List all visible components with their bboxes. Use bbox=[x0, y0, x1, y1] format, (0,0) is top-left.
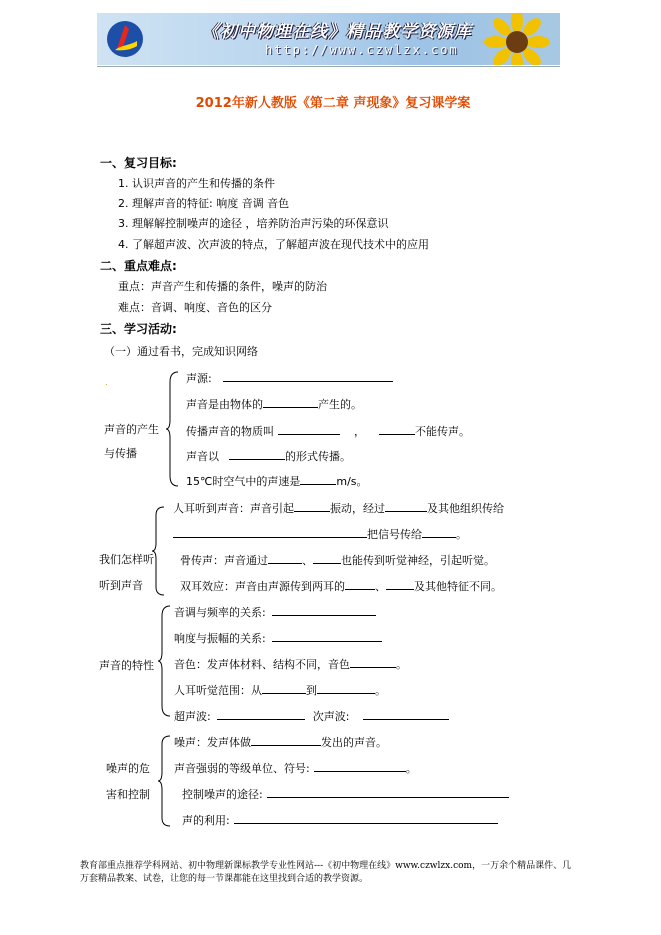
noise-control-row bbox=[182, 786, 509, 802]
range-text-c: 。 bbox=[375, 684, 386, 697]
timbre-row bbox=[174, 656, 407, 672]
decibel-text-b: 。 bbox=[405, 762, 417, 775]
medium-blank[interactable] bbox=[278, 423, 340, 435]
objective-4: 4. 了解超声波、次声波的特点，了解超声波在现代技术中的应用 bbox=[118, 238, 429, 251]
wave-row bbox=[186, 448, 351, 464]
wave-blank[interactable] bbox=[229, 448, 285, 460]
banner-url[interactable]: http://www.czwlzx.com bbox=[265, 43, 459, 57]
range-text-a: 人耳听觉范围：从 bbox=[174, 684, 262, 697]
speed-text-b: m/s。 bbox=[336, 475, 368, 488]
objective-3: 3. 理解解控制噪声的途径 ，培养防治声污染的环保意识 bbox=[118, 217, 389, 230]
sound-use-blank[interactable] bbox=[234, 812, 498, 824]
binaural-text-a: 双耳效应：声音由声源传到两耳的 bbox=[180, 580, 345, 593]
medium-text-c: 不能传声。 bbox=[415, 425, 470, 438]
noise-row bbox=[174, 734, 387, 750]
noise-control-blank[interactable] bbox=[267, 786, 509, 798]
section2-heading: 二、重点难点: bbox=[100, 259, 177, 273]
infrasonic-text: 次声波: bbox=[312, 710, 350, 723]
speed-text-a: 15℃时空气中的声速是 bbox=[186, 475, 301, 488]
decibel-row bbox=[174, 760, 417, 776]
decibel-blank[interactable] bbox=[314, 760, 406, 772]
noise-text-a: 噪声：发声体做 bbox=[174, 736, 251, 749]
binaural-blank-2[interactable] bbox=[386, 578, 414, 590]
brace-group1 bbox=[166, 370, 180, 488]
timbre-text-b: 。 bbox=[396, 658, 407, 671]
medium-comma: ， bbox=[354, 425, 365, 438]
hearing-range-row bbox=[174, 682, 386, 698]
hearing-text-b: 振动，经过 bbox=[330, 502, 385, 515]
sound-source-blank[interactable] bbox=[223, 370, 393, 382]
loudness-text: 响度与振幅的关系: bbox=[174, 632, 266, 645]
footer-note: 教育部重点推荐学科网站、初中物理新课标教学专业性网站---《初中物理在线》www.czwlzx.com，一万余个精品课件、几万套精品教案、试卷，让您的每一节课都能在这里找到合适的教学资源。 bbox=[80, 861, 572, 884]
hearing-blank-4[interactable] bbox=[422, 526, 456, 538]
vibration-text-b: 产生的。 bbox=[318, 398, 362, 411]
medium-row bbox=[186, 423, 470, 439]
bone-text-b: 、 bbox=[302, 554, 313, 567]
hearing-blank-1[interactable] bbox=[294, 500, 330, 512]
binaural-text-b: 、 bbox=[375, 580, 386, 593]
bone-blank-1[interactable] bbox=[268, 552, 302, 564]
speed-blank[interactable] bbox=[300, 473, 336, 485]
key-points: 重点：声音产生和传播的条件，噪声的防治 bbox=[118, 280, 327, 293]
wave-text-b: 的形式传播。 bbox=[285, 450, 351, 463]
site-logo-icon bbox=[105, 19, 145, 59]
marker-dot: . bbox=[105, 378, 108, 387]
pitch-blank[interactable] bbox=[272, 604, 376, 616]
bone-text-a: 骨传声：声音通过 bbox=[180, 554, 268, 567]
sound-use-text: 声的利用: bbox=[182, 814, 230, 827]
header-divider bbox=[97, 66, 560, 67]
timbre-blank[interactable] bbox=[350, 656, 396, 668]
medium-text-a: 传播声音的物质叫 bbox=[186, 425, 274, 438]
hearing-text-a: 人耳听到声音：声音引起 bbox=[173, 502, 294, 515]
noise-blank[interactable] bbox=[251, 734, 321, 746]
hearing-text-d: 把信号传给 bbox=[367, 528, 422, 541]
sunflower-icon bbox=[482, 13, 552, 65]
banner-title: 《初中物理在线》精品教学资源库 bbox=[202, 22, 472, 42]
section1-heading: 一、复习目标: bbox=[100, 156, 177, 170]
ultrasonic-blank[interactable] bbox=[217, 708, 305, 720]
noise-text-b: 发出的声音。 bbox=[321, 736, 387, 749]
hearing-text-c: 及其他组织传给 bbox=[427, 502, 504, 515]
hearing-row2 bbox=[173, 526, 467, 542]
group2-label-line2: 听到声音 bbox=[99, 579, 143, 592]
sound-use-row bbox=[182, 812, 498, 828]
binaural-text-c: 及其他特征不同。 bbox=[414, 580, 502, 593]
brace-group4 bbox=[158, 734, 172, 828]
section3-heading: 三、学习活动: bbox=[100, 322, 177, 336]
range-blank-2[interactable] bbox=[317, 682, 375, 694]
vibration-text-a: 声音是由物体的 bbox=[186, 398, 263, 411]
bone-text-c: 也能传到听觉神经，引起听觉。 bbox=[341, 554, 495, 567]
binaural-row bbox=[180, 578, 502, 594]
timbre-text-a: 音色：发声体材料、结构不同，音色 bbox=[174, 658, 350, 671]
hearing-blank-2[interactable] bbox=[385, 500, 427, 512]
decibel-text-a: 声音强弱的等级单位、符号: bbox=[174, 762, 310, 775]
group1-label-line1: 声音的产生 bbox=[104, 423, 159, 436]
wave-text-a: 声音以 bbox=[186, 450, 219, 463]
ultrasonic-text: 超声波: bbox=[174, 710, 211, 723]
binaural-blank-1[interactable] bbox=[345, 578, 375, 590]
speed-row bbox=[186, 473, 368, 489]
section3-subheading: （一）通过看书，完成知识网络 bbox=[104, 345, 258, 358]
pitch-text: 音调与频率的关系: bbox=[174, 606, 266, 619]
range-text-b: 到 bbox=[306, 684, 317, 697]
difficult-points: 难点：音调、响度、音色的区分 bbox=[118, 301, 272, 314]
bone-blank-2[interactable] bbox=[313, 552, 341, 564]
brace-group2 bbox=[152, 505, 166, 597]
page-title: 2012年新人教版《第二章 声现象》复习课学案 bbox=[195, 96, 471, 111]
group4-label-line1: 噪声的危 bbox=[106, 762, 150, 775]
sound-source-label: 声源: bbox=[186, 372, 212, 385]
ultrasonic-row bbox=[174, 708, 449, 724]
sound-source-row bbox=[186, 370, 393, 386]
group4-label-line2: 害和控制 bbox=[106, 788, 150, 801]
header-banner bbox=[97, 13, 560, 65]
loudness-blank[interactable] bbox=[272, 630, 382, 642]
vacuum-blank[interactable] bbox=[379, 423, 415, 435]
infrasonic-blank[interactable] bbox=[363, 708, 449, 720]
bone-conduction-row bbox=[180, 552, 495, 568]
group1-label-line2: 与传播 bbox=[104, 447, 137, 460]
range-blank-1[interactable] bbox=[262, 682, 306, 694]
loudness-row bbox=[174, 630, 382, 646]
hearing-row1 bbox=[173, 500, 504, 516]
hearing-text-e: 。 bbox=[456, 528, 467, 541]
group3-label: 声音的特性 bbox=[99, 659, 154, 672]
hearing-blank-3[interactable] bbox=[173, 526, 367, 538]
objective-1: 1. 认识声音的产生和传播的条件 bbox=[118, 177, 275, 190]
pitch-row bbox=[174, 604, 376, 620]
vibration-blank[interactable] bbox=[263, 396, 318, 408]
objective-2: 2. 理解声音的特征: 响度 音调 音色 bbox=[118, 197, 290, 210]
group2-label-line1: 我们怎样听 bbox=[99, 553, 154, 566]
brace-group3 bbox=[158, 604, 172, 718]
noise-control-text: 控制噪声的途径: bbox=[182, 788, 263, 801]
vibration-row bbox=[186, 396, 362, 412]
